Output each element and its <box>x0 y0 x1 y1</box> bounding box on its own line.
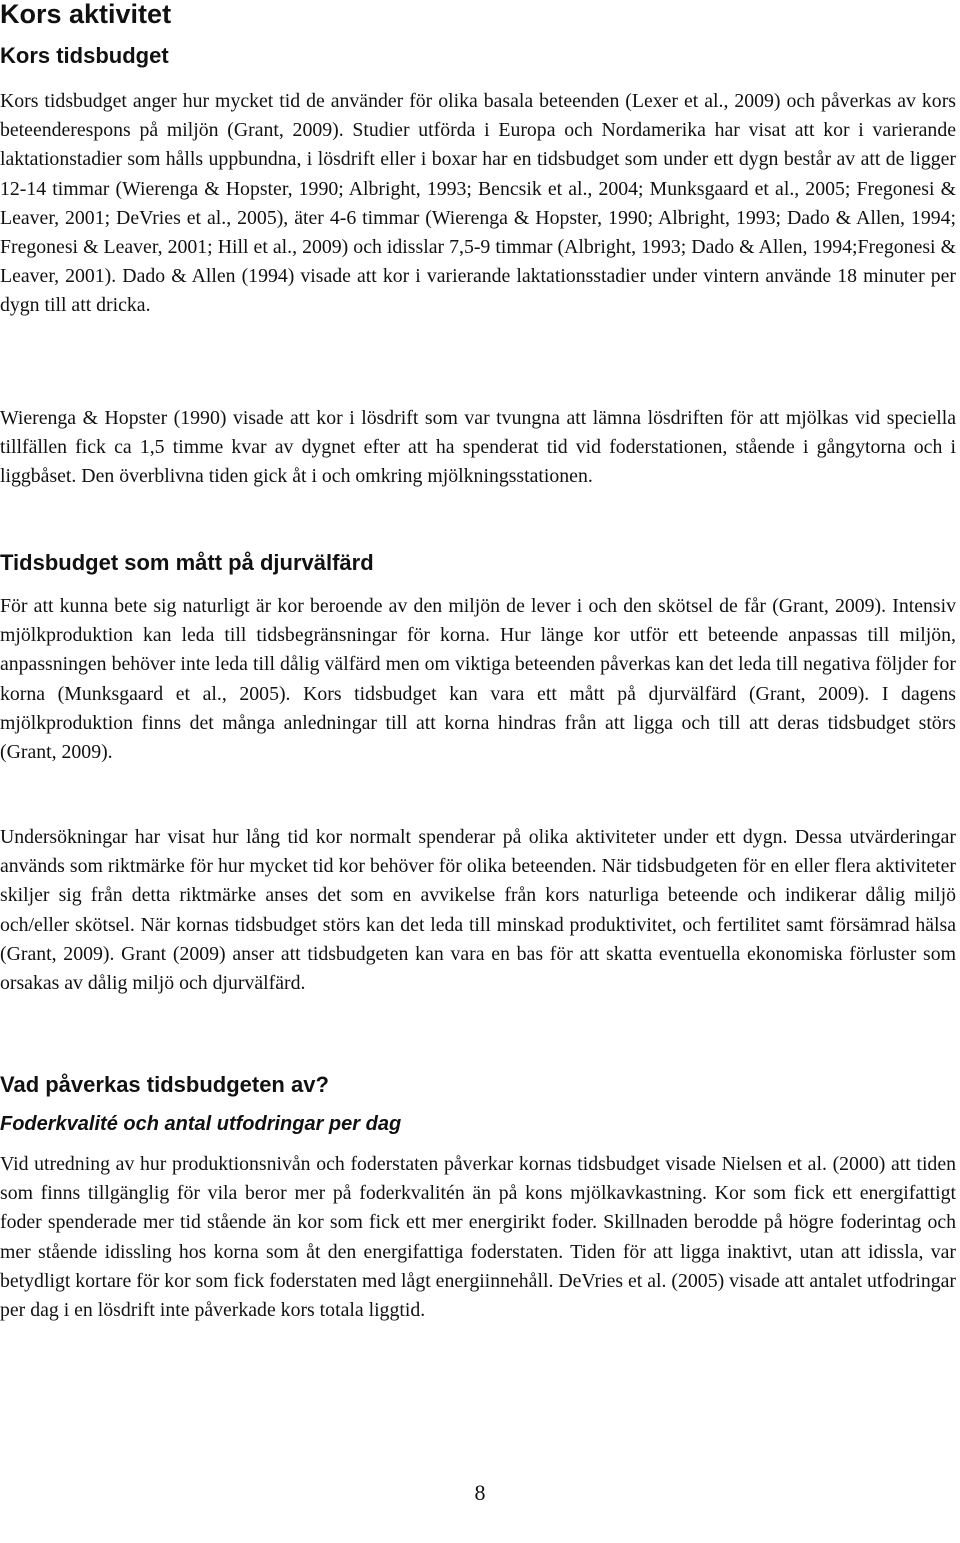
main-heading: Kors aktivitet <box>0 0 172 29</box>
paragraph: Undersökningar har visat hur lång tid kor normalt spenderar på olika aktiviteter under ett dygn. Dessa utvärderingar används som riktmärke för hur mycket tid kor behöver för olika beteenden. När tidsbudgeten för en eller flera aktiviteter skiljer sig från detta riktmärke anses det som en avvikelse från kors naturliga beteende och indikerar dålig miljö och/eller skötsel. När kornas tidsbudget störs kan det leda till minskad produktivitet, och fertilitet samt försämrad hälsa (Grant, 2009). Grant (2009) anser att tidsbudgeten kan vara en bas för att skatta eventuella ekonomiska förluster som orsakas av dålig miljö och djurvälfärd. <box>0 826 956 995</box>
page-number: 8 <box>474 1480 486 1505</box>
section-heading-djurvalfard: Tidsbudget som mått på djurvälfärd <box>0 550 374 575</box>
section-heading-tidsbudget: Kors tidsbudget <box>0 43 169 68</box>
paragraph: Kors tidsbudget anger hur mycket tid de använder för olika basala beteenden (Lexer et al., 2009) och påverkas av kors beteenderespons på miljön (Grant, 2009). Studier utförda i Europa och Nordamerika har visat att kor i varierande laktationstadier som hålls uppbundna, i lösdrift eller i boxar har en tidsbudget som under ett dygn består av att de ligger 12-14 timmar (Wierenga & Hopster, 1990; Albright, 1993; Bencsik et al., 2004; Munksgaard et al., 2005; Fregonesi & Leaver, 2001; DeVries et al., 2005), äter 4-6 timmar (Wierenga & Hopster, 1990; Albright, 1993; Dado & Allen, 1994; Fregonesi & Leaver, 2001; Hill et al., 2009) och idisslar 7,5-9 timmar (Albright, 1993; Dado & Allen, 1994;Fregonesi & Leaver, 2001). Dado & Allen (1994) visade att kor i varierande laktationsstadier under vintern använde 18 minuter per dygn till att dricka. <box>0 90 956 317</box>
paragraph: Wierenga & Hopster (1990) visade att kor i lösdrift som var tvungna att lämna lösdriften för att mjölkas vid speciella tillfällen fick ca 1,5 timme kvar av dygnet efter att ha spenderat tid vid foderstationen, stående i gångytorna och i liggbåset. Den överblivna tiden gick åt i och omkring mjölkningsstationen. <box>0 407 956 488</box>
subsection-heading-foderkvalite: Foderkvalité och antal utfodringar per dag <box>0 1113 402 1135</box>
paragraph: För att kunna bete sig naturligt är kor beroende av den miljön de lever i och den skötsel de får (Grant, 2009). Intensiv mjölkproduktion kan leda till tidsbegränsningar för korna. Hur länge kor utför ett beteende anpassas till miljön, anpassningen behöver inte leda till dålig välfärd men om viktiga beteenden påverkas kan det leda till negativa följder for korna (Munksgaard et al., 2005). Kors tidsbudget kan vara ett mått på djurvälfärd (Grant, 2009). I dagens mjölkproduktion finns det många anledningar till att korna hindras från att ligga och till att deras tidsbudget störs (Grant, 2009). <box>0 595 956 764</box>
paragraph: Vid utredning av hur produktionsnivån och foderstaten påverkar kornas tidsbudget visade Nielsen et al. (2000) att tiden som finns tillgänglig för vila beror mer på foderkvalitén än på kons mjölkavkastning. Kor som fick ett energifattigt foder spenderade mer tid stående än kor som fick ett mer energirikt foder. Skillnaden berodde på högre foderintag och mer stående idissling hos korna som åt den energifattiga foderstaten. Tiden för att ligga inaktivt, utan att idissla, var betydligt kortare för kor som fick foderstaten med lågt energiinnehåll. DeVries et al. (2005) visade att antalet utfodringar per dag i en lösdrift inte påverkade kors totala liggtid. <box>0 1153 956 1322</box>
section-heading-paverkas: Vad påverkas tidsbudgeten av? <box>0 1072 329 1097</box>
